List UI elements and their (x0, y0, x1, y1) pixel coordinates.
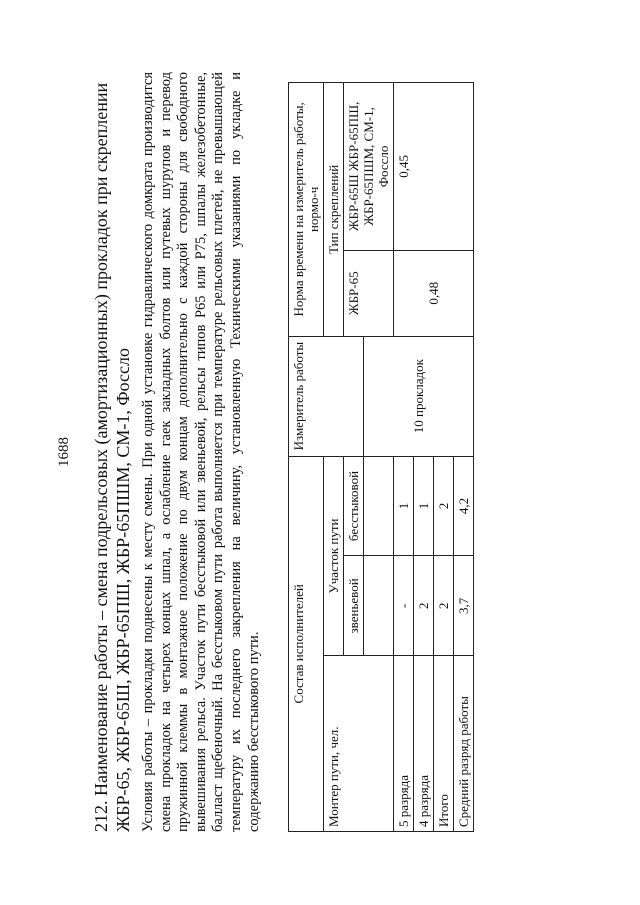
row-label: Средний разряд работы (454, 656, 474, 832)
rotated-page (50, 32, 590, 872)
header-jointless: бесстыковой (344, 456, 364, 556)
cell-jointed: 2 (434, 556, 454, 656)
page-number: 1688 (56, 437, 72, 467)
cell-jointless: 1 (394, 456, 414, 556)
header-fastening-a: ЖБР-65 (344, 250, 394, 336)
header-jointed: звеньевой (344, 556, 364, 656)
row-label: 5 разряда (394, 656, 414, 832)
cell-jointed: 2 (414, 556, 434, 656)
header-fastening-type: Тип скреплений (324, 83, 344, 337)
norm-table (288, 82, 474, 832)
cell-jointless: 1 (414, 456, 434, 556)
cell-jointed: - (394, 556, 414, 656)
row-label-crew: Монтер пути, чел. (324, 656, 394, 832)
cell-jointless (364, 456, 394, 556)
cell-norm-a: 0,48 (394, 250, 474, 336)
work-conditions: Условия работы – прокладки поднесены к месту смены. При одной установке гидравлического домкрата производится смена прокладок на четырех концах шпал, а ослабление гаек закладных болтов или путевых шурупов и перевод пружинной клеммы в монтажное положение по двум концам дополнительно с каждой стороны для свободного вывешивания рельса. Участок пути бесстыковой или звеньевой, рельсы типов Р65 или Р75, шпалы железобетонные, балласт щебеночный. На бесстыковом пути работа выполняется при температуре рельсовых плетей, не превышающей температуру их последнего закрепления на величину, установленную Техническими указаниями по укладке и содержанию бесстыкового пути. (140, 72, 262, 832)
cell-jointless: 2 (434, 456, 454, 556)
row-label: Итого (434, 656, 454, 832)
cell-jointed (364, 556, 394, 656)
cell-jointless: 4,2 (454, 456, 474, 556)
work-heading: 212. Наименование работы – смена подрельсовых (амортизационных) прокладок при скреплении ЖБР-65, ЖБР-65Ш, ЖБР-65ПШ, ЖБР-65ПШМ, СМ-1, Фоссло (91, 82, 133, 832)
cell-jointed: 3,7 (454, 556, 474, 656)
header-fastening-b: ЖБР-65Ш ЖБР-65ПШ, ЖБР-65ПШМ, СМ-1, Фоссло (344, 83, 394, 251)
row-label: 4 разряда (414, 656, 434, 832)
cell-norm-b: 0,45 (394, 83, 474, 251)
header-norm: Норма времени на измеритель работы, нормо-ч (289, 83, 324, 337)
cell-meter: 10 прокладок (364, 336, 474, 456)
header-section: Участок пути (324, 456, 344, 656)
header-crew: Состав исполнителей (289, 456, 324, 831)
header-meter: Измеритель работы (289, 336, 364, 456)
